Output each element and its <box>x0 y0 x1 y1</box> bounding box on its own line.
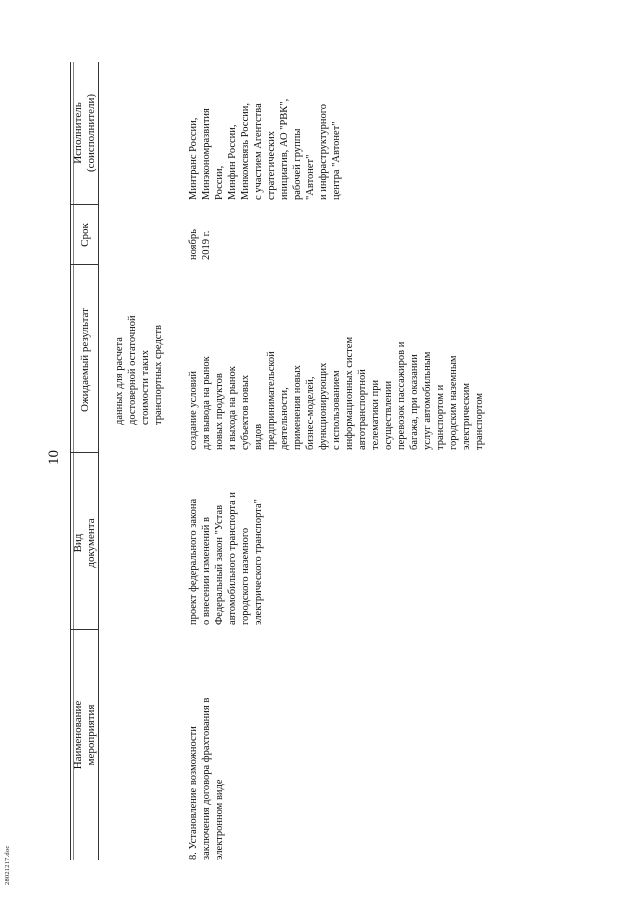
row-8-result: создание условий для вывода на рынок новых продуктов и выхода на рынок субъектов новых видов предпринимательской деятельности, применения новых бизнес-моделей, функционирующих с использованием информационных систем автотранспортной телематики при осуществлении перевозок пассажиров и багажа, при оказании услуг автомобильным транспортом и городским наземным электрическим транспортом <box>188 336 485 450</box>
row-8-name: 8. Установление возможности заключения договора фрахтования в электронном виде <box>188 697 225 860</box>
header-deadline: Срок <box>79 223 91 247</box>
page-number: 10 <box>46 450 62 465</box>
header-result: Ожидаемый результат <box>79 308 91 412</box>
header-name: Наименование мероприятия <box>72 700 97 770</box>
row-8-deadline: ноябрь 2019 г. <box>188 229 212 260</box>
table-line-top <box>70 62 71 860</box>
doc-filename: 28021217.doc <box>4 845 11 885</box>
header-doc-type: Вид документа <box>72 518 97 568</box>
row-8-executor: Минтранс России, Минэкономразвития России, Минфин России, Минкомсвязь России, с участием Агентства стратегических инициатив, АО "РВК", рабочей группы "Автонет" и инфраструктурного центра "Автонет" <box>188 98 342 200</box>
col-divider-1 <box>70 629 98 630</box>
table-line-header-bottom <box>98 62 99 860</box>
header-executor: Исполнитель (соисполнители) <box>72 93 97 173</box>
result-continuation: данных для расчета достоверной остаточной стоимости таких транспортных средств <box>114 315 164 425</box>
col-divider-2 <box>70 452 98 453</box>
col-divider-3 <box>70 264 98 265</box>
row-8-doc-type: проект федерального закона о внесении изменений в Федеральный закон "Устав автомобильного транспорта и городского наземного электрического транспорта" <box>188 491 264 625</box>
col-divider-4 <box>70 204 98 205</box>
